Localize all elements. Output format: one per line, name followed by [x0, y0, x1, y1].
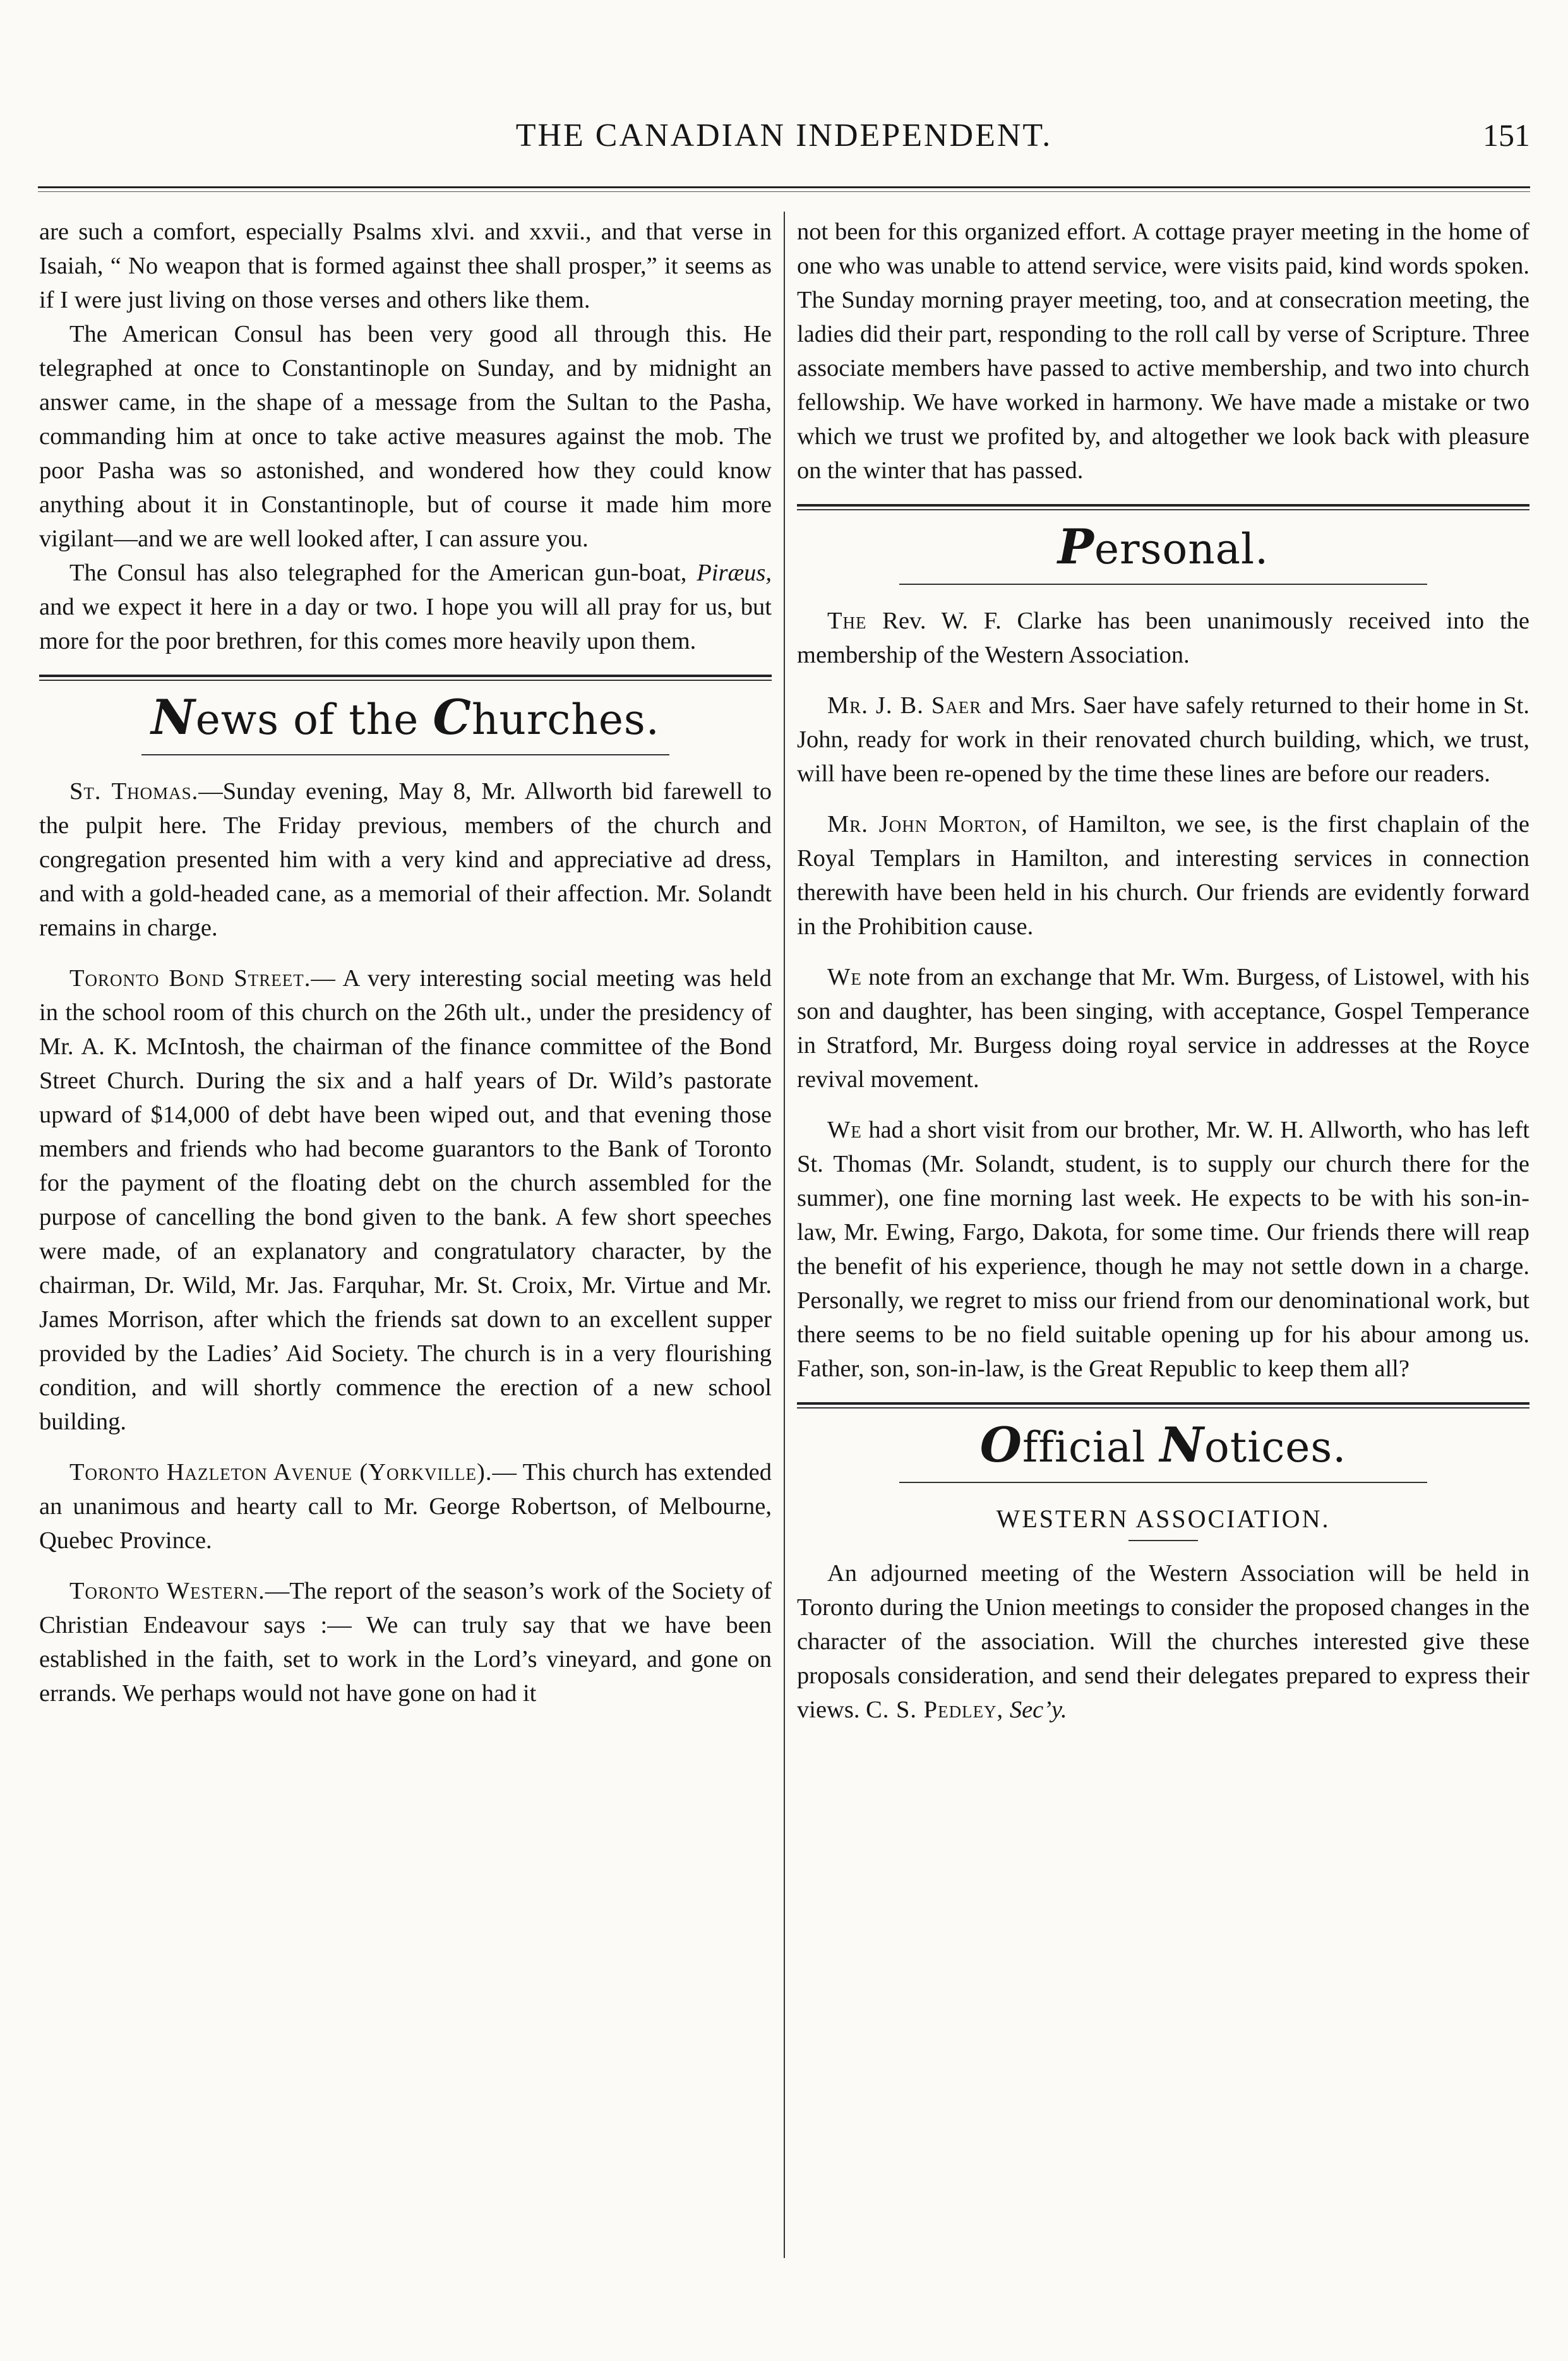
- section-rule-thin: [39, 680, 772, 681]
- item-text: of Hamilton, we see, is the first chaplain of the Royal Templars in Hamilton, and interesting services in connection therewith have been held in his church. Our friends are evidently forward in the Prohibition cause.: [797, 811, 1529, 940]
- section-rule-thin: [797, 509, 1529, 510]
- notice-signature-title: Sec’y.: [1009, 1697, 1067, 1723]
- page-number: 151: [1483, 117, 1530, 153]
- heading-text: ersonal.: [1094, 525, 1269, 574]
- header-rule-thin: [38, 191, 1530, 192]
- item-lead: Mr. John Morton,: [827, 811, 1028, 838]
- personal-item: [797, 604, 1529, 672]
- item-text: had a short visit from our brother, Mr. W. H. Allworth, who has left St. Thomas (Mr. Solandt, student, is to supply our church there for the summer), one fine morning last week. He expects to be with his son-in-law, Mr. Ewing, Fargo, Dakota, for some time. Our friends there will reap the benefit of his experience, though he may not settle down in a charge. Personally, we regret to miss our friend from our denominational work, but there seems to be no field suitable opening up for his abour among us. Father, son, son-in-law, is the Great Republic to keep them all?: [797, 1117, 1529, 1382]
- heading-text: otices.: [1204, 1423, 1347, 1472]
- item-lead: We: [827, 1117, 862, 1143]
- church-news-item: [39, 774, 772, 945]
- publication-title: THE CANADIAN INDEPENDENT.: [515, 117, 1053, 153]
- heading-text: hurches.: [471, 695, 660, 744]
- church-news-item: [39, 961, 772, 1439]
- heading-text: fficial: [1022, 1423, 1160, 1472]
- item-text: — A very interesting social meeting was held in the school room of this church on the 26th ult., under the presidency of Mr. A. K. McIntosh, the chairman of the finance committee of the Bond Street Church. During the six and a half years of Dr. Wild’s pastorate upward of $14,000 of debt have been wiped out, and that evening those members and friends who had become guarantors to the Bank of Toronto for the payment of the floating debt on the church assembled for the purpose of cancelling the bond given to the bank. A few short speeches were made, of an explanatory and congratulatory character, by the chairman, Dr. Wild, Mr. Jas. Farquhar, Mr. St. Croix, Mr. Virtue and Mr. James Morrison, after which the friends sat down to an excellent supper provided by the Ladies’ Aid Society. The church is in a very flourishing condition, and will shortly commence the erection of a new school building.: [39, 965, 772, 1435]
- notice-text: An adjourned meeting of the Western Association will be held in Toronto during the Union meetings to consider the proposed changes in the character of the association. Will the churches interested give these proposals consideration, and send their delegates prepared to express their views.: [797, 1560, 1529, 1723]
- consul-text: The Consul has also telegraphed for the American gun-boat,: [69, 560, 697, 586]
- ship-name: Piræus,: [697, 560, 772, 586]
- heading-underline: [899, 584, 1427, 585]
- section-rule: [797, 504, 1529, 507]
- heading-underline: [141, 754, 669, 755]
- heading-initial: O: [979, 1417, 1022, 1473]
- personal-heading: [797, 517, 1529, 580]
- heading-initial: N: [1159, 1417, 1204, 1473]
- section-rule: [797, 1402, 1529, 1405]
- western-association-subheading: WESTERN ASSOCIATION.: [996, 1505, 1331, 1533]
- personal-item: [797, 1113, 1529, 1386]
- item-lead: We: [827, 964, 862, 990]
- item-text: Rev. W. F. Clarke has been unanimously received into the membership of the Western Association.: [797, 608, 1529, 668]
- item-text: — This church has extended an unanimous and hearty call to Mr. George Robertson, of Melbourne, Quebec Province.: [39, 1459, 772, 1554]
- heading-initial: C: [433, 689, 472, 745]
- heading-initial: P: [1057, 519, 1094, 575]
- heading-text: ews of the: [195, 695, 433, 744]
- continued-paragraph: not been for this organized effort. A cottage prayer meeting in the home of one who was unable to attend service, were visits paid, kind words spoken. The Sunday morning prayer meeting, too, and at consecration meeting, the ladies did their part, responding to the roll call by verse of Scripture. Three associate members have passed to active membership, and two into church fellowship. We have worked in harmony. We have made a mistake or two which we trust we profited by, and altogether we look back with pleasure on the winter that has passed.: [797, 219, 1529, 484]
- letter-paragraph: are such a comfort, especially Psalms xlvi. and xxvii., and that verse in Isaiah, “ No weapon that is formed against thee shall prosper,” it seems as if I were just living on those verses and others like them.: [39, 219, 772, 313]
- personal-item: [797, 807, 1529, 944]
- left-column: [39, 215, 772, 1710]
- church-news-item: [39, 1574, 772, 1710]
- item-text: note from an exchange that Mr. Wm. Burgess, of Listowel, with his son and daughter, has been singing, with acceptance, Gospel Temperance in Stratford, Mr. Burgess doing royal service in addresses at the Royce revival movement.: [797, 964, 1529, 1093]
- section-rule-thin: [797, 1407, 1529, 1409]
- right-column: [797, 215, 1529, 1727]
- item-lead: St. Thomas.: [69, 778, 199, 805]
- section-rule: [39, 675, 772, 677]
- notice-paragraph: [797, 1556, 1529, 1727]
- header-rule: [38, 186, 1530, 188]
- personal-item: [797, 688, 1529, 791]
- consul-text: and we expect it here in a day or two. I hope you will all pray for us, but more for the poor brethren, for this comes more heavily upon them.: [39, 594, 772, 654]
- page-header: [38, 111, 1530, 167]
- notice-signature: C. S. Pedley,: [866, 1697, 1004, 1723]
- subheading-rule: [1128, 1540, 1198, 1541]
- item-text: —The report of the season’s work of the Society of Christian Endeavour says :— We can truly say that we have been established in the faith, set to work in the Lord’s vineyard, and gone on errands. We perhaps would not have gone on had it: [39, 1578, 772, 1707]
- item-lead: Mr. J. B. Saer: [827, 692, 982, 719]
- item-lead: Toronto Bond Street.: [69, 965, 311, 992]
- heading-underline: [899, 1482, 1427, 1483]
- item-lead: Toronto Hazleton Avenue (Yorkville).: [69, 1459, 493, 1486]
- official-notices-heading: [797, 1415, 1529, 1478]
- item-lead: Toronto Western.: [69, 1578, 265, 1604]
- letter-paragraph: The American Consul has been very good all through this. He telegraphed at once to Constantinople on Sunday, and by midnight an answer came, in the shape of a message from the Sultan to the Pasha, commanding him at once to take active measures against the mob. The poor Pasha was so astonished, and wondered how they could know anything about it in Constantinople, but of course it made him more vigilant—and we are well looked after, I can assure you.: [39, 321, 772, 552]
- churches-heading: [39, 687, 772, 750]
- letter-paragraph: [39, 556, 772, 658]
- heading-initial: N: [151, 689, 196, 745]
- item-text: —Sunday evening, May 8, Mr. Allworth bid farewell to the pulpit here. The Friday previous, members of the church and congregation presented him with a very kind and appreciative ad dress, and with a gold-headed cane, as a memorial of their affection. Mr. Solandt remains in charge.: [39, 778, 772, 941]
- column-divider: [784, 212, 785, 2258]
- item-lead: The: [827, 608, 867, 634]
- item-text: and Mrs. Saer have safely returned to their home in St. John, ready for work in their renovated church building, which, we trust, will have been re-opened by the time these lines are before our readers.: [797, 692, 1529, 787]
- personal-item: [797, 960, 1529, 1096]
- church-news-item: [39, 1455, 772, 1558]
